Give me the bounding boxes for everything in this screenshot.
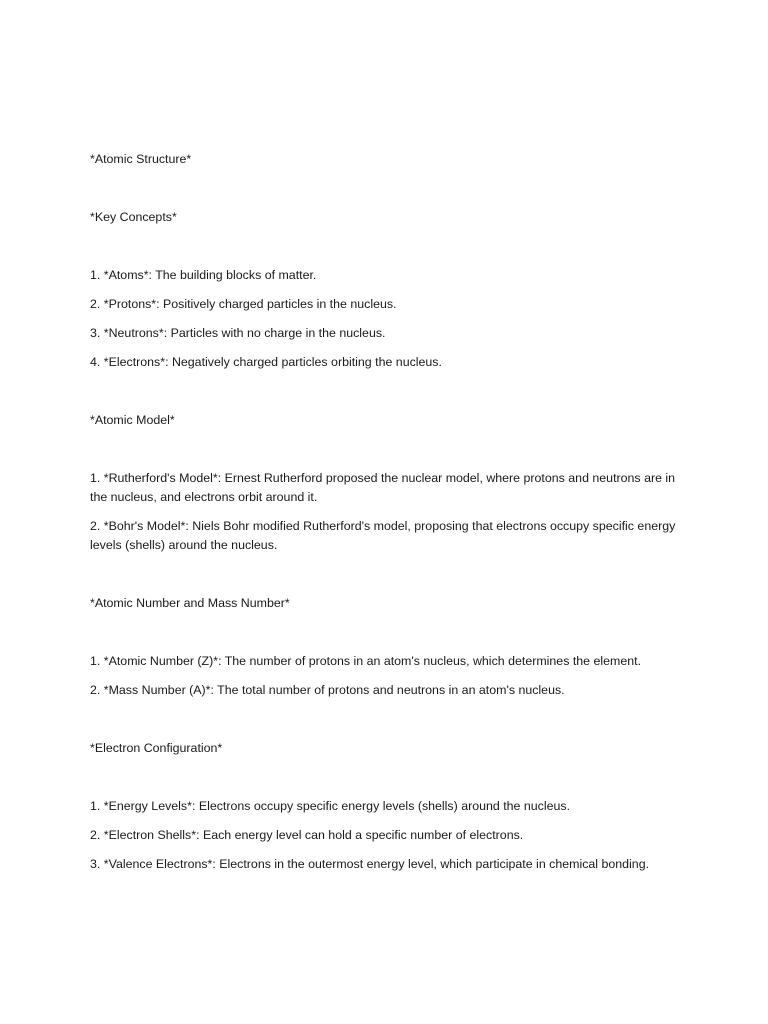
electron-configuration-list	[90, 797, 682, 874]
section-heading-key-concepts: *Key Concepts*	[90, 210, 177, 224]
document-title: *Atomic Structure*	[90, 152, 192, 166]
list-item: 3. *Valence Electrons*: Electrons in the outermost energy level, which participate in chemical bonding.	[90, 857, 650, 871]
list-item: 1. *Energy Levels*: Electrons occupy specific energy levels (shells) around the nucleus.	[90, 799, 571, 813]
list-item: 1. *Atomic Number (Z)*: The number of protons in an atom's nucleus, which determines the element.	[90, 654, 642, 668]
list-item: 2. *Protons*: Positively charged particles in the nucleus.	[90, 297, 397, 311]
list-item: 3. *Neutrons*: Particles with no charge in the nucleus.	[90, 326, 386, 340]
section-heading-atomic-number: *Atomic Number and Mass Number*	[90, 596, 290, 610]
key-concepts-list	[90, 266, 682, 372]
section-heading-atomic-model: *Atomic Model*	[90, 413, 175, 427]
list-item: 2. *Electron Shells*: Each energy level can hold a specific number of electrons.	[90, 828, 524, 842]
list-item: 2. *Bohr's Model*: Niels Bohr modified Rutherford's model, proposing that electrons occupy specific energy levels (shells) around the nucleus.	[90, 519, 676, 552]
list-item: 1. *Atoms*: The building blocks of matter.	[90, 268, 317, 282]
list-item: 1. *Rutherford's Model*: Ernest Rutherford proposed the nuclear model, where protons and neutrons are in the nucleus, and electrons orbit around it.	[90, 471, 676, 504]
list-item: 2. *Mass Number (A)*: The total number of protons and neutrons in an atom's nucleus.	[90, 683, 565, 697]
section-heading-electron-configuration: *Electron Configuration*	[90, 741, 223, 755]
atomic-number-list	[90, 652, 682, 700]
atomic-model-list	[90, 469, 682, 555]
list-item: 4. *Electrons*: Negatively charged particles orbiting the nucleus.	[90, 355, 442, 369]
document-page	[90, 150, 682, 874]
